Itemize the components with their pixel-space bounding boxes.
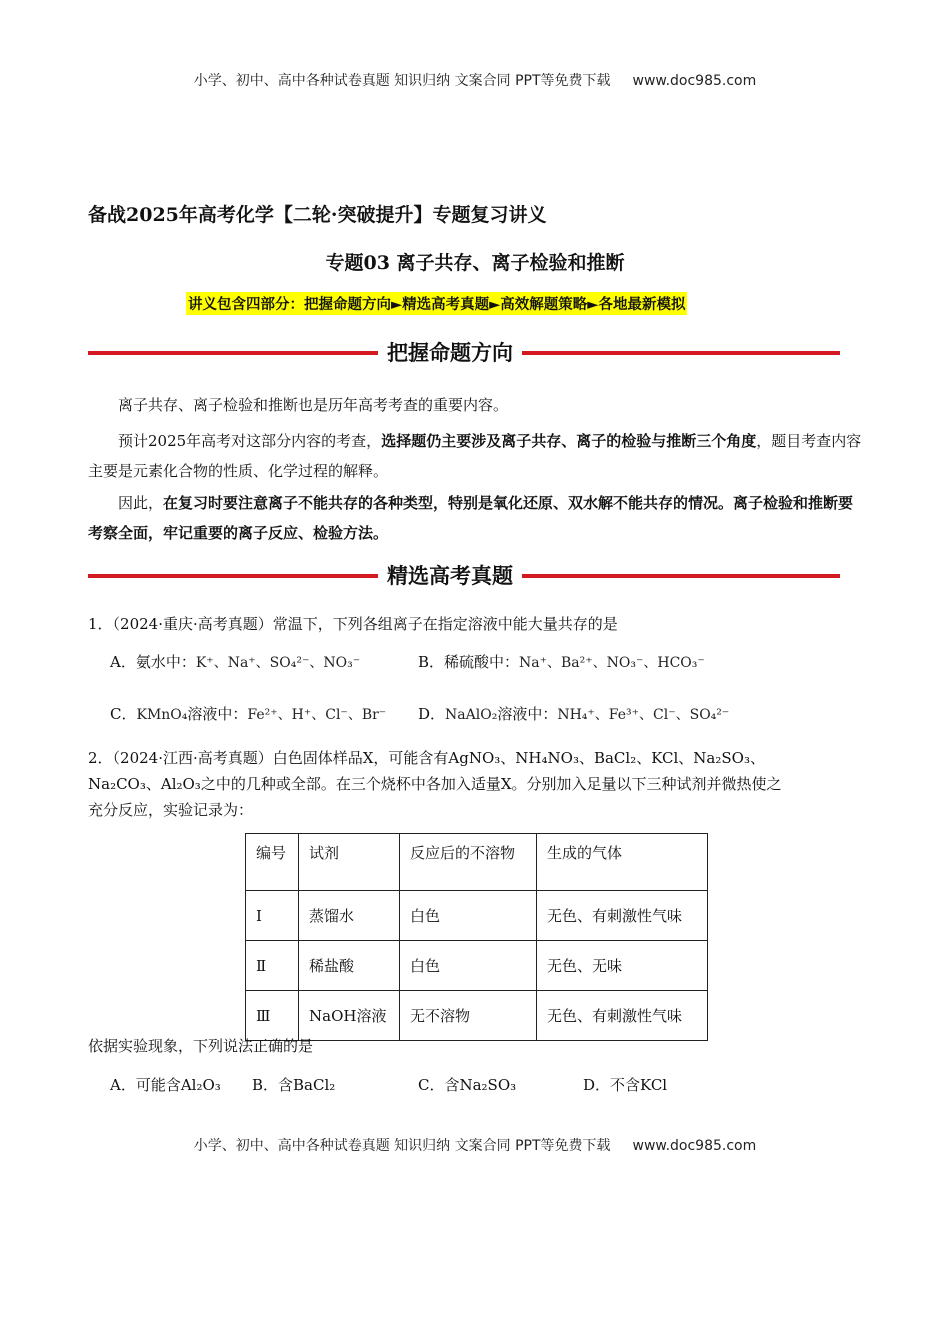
question-1-stem: 1．（2024·重庆·高考真题）常温下，下列各组离子在指定溶液中能大量共存的是 xyxy=(88,615,618,633)
p2-bold: 选择题仍主要涉及离子共存、离子的检验与推断三个角度 xyxy=(381,432,757,450)
banner-line-left xyxy=(88,351,378,355)
page-footer xyxy=(0,1135,950,1155)
table-cell: Ⅰ xyxy=(246,891,299,941)
q1-option-a[interactable] xyxy=(110,651,360,672)
header-site-link[interactable]: www.doc985.com xyxy=(632,73,757,89)
document-title: 备战2025年高考化学【二轮·突破提升】专题复习讲义 xyxy=(88,204,547,226)
option-label: B．稀硫酸中： xyxy=(418,653,520,671)
option-ions: Na⁺、Ba²⁺、NO₃⁻、HCO₃⁻ xyxy=(519,655,705,671)
question-2-prompt: 依据实验现象，下列说法正确的是 xyxy=(88,1037,314,1055)
question-2-stem-line3: 充分反应，实验记录为： xyxy=(88,801,254,819)
option-ions: NH₄⁺、Fe³⁺、Cl⁻、SO₄²⁻ xyxy=(557,707,730,723)
p2-text-a: 预计2025年高考对这部分内容的考查， xyxy=(118,432,382,450)
page-header xyxy=(0,70,950,90)
table-cell: NaOH溶液 xyxy=(299,991,400,1041)
p3-text-a: 因此， xyxy=(118,494,164,512)
table-header-cell: 编号 xyxy=(246,834,299,891)
table-header-cell: 试剂 xyxy=(299,834,400,891)
q1-option-d[interactable] xyxy=(418,703,729,724)
table-cell: 无色、无味 xyxy=(537,941,708,991)
banner-line-right xyxy=(522,351,840,355)
paragraph-3 xyxy=(88,488,864,548)
section-title: 精选高考真题 xyxy=(387,564,513,588)
option-label: C． xyxy=(110,705,137,723)
table-cell: 无色、有刺激性气味 xyxy=(537,891,708,941)
question-2-stem-line1: 2．（2024·江西·高考真题）白色固体样品X，可能含有AgNO₃、NH₄NO₃、BaCl₂、KCl、Na₂SO₃、 xyxy=(88,749,765,767)
table-row xyxy=(246,941,708,991)
option-label: D． xyxy=(418,705,446,723)
p2-text-c: ，题目考查内容主要是元素化合物的性质、化学过程的解释。 xyxy=(88,432,862,480)
option-ions: K⁺、Na⁺、SO₄²⁻、NO₃⁻ xyxy=(195,655,361,671)
q2-option-b[interactable]: B．含BaCl₂ xyxy=(252,1076,336,1094)
table-cell: 白色 xyxy=(400,941,537,991)
table-cell: 白色 xyxy=(400,891,537,941)
q1-option-c[interactable] xyxy=(110,703,386,724)
table-cell: 蒸馏水 xyxy=(299,891,400,941)
footer-site-link[interactable]: www.doc985.com xyxy=(632,1138,757,1154)
q1-option-b[interactable] xyxy=(418,651,705,672)
option-reagent: NaAlO₂ xyxy=(445,707,498,723)
option-reagent: KMnO₄ xyxy=(136,707,188,723)
q2-option-c[interactable]: C．含Na₂SO₃ xyxy=(418,1076,517,1094)
table-header-cell: 反应后的不溶物 xyxy=(400,834,537,891)
intro-highlight: 讲义包含四部分：把握命题方向►精选高考真题►高效解题策略►各地最新模拟 xyxy=(186,292,687,315)
table-cell: 无不溶物 xyxy=(400,991,537,1041)
option-mid: 溶液中： xyxy=(497,705,558,723)
q2-option-d[interactable]: D．不含KCl xyxy=(583,1076,668,1094)
footer-text: 小学、初中、高中各种试卷真题 知识归纳 文案合同 PPT等免费下载 xyxy=(193,1138,611,1154)
banner-line-left xyxy=(88,574,378,578)
section-banner-direction xyxy=(88,337,840,369)
question-2-stem-line2: Na₂CO₃、Al₂O₃之中的几种或全部。在三个烧杯中各加入适量X。分别加入足量以下三种试剂并微热使之 xyxy=(88,775,782,793)
document-subtitle: 专题03 离子共存、离子检验和推断 xyxy=(325,252,625,274)
banner-line-right xyxy=(522,574,840,578)
table-header-row xyxy=(246,834,708,891)
section-title: 把握命题方向 xyxy=(387,341,513,365)
table-row xyxy=(246,891,708,941)
table-cell: 稀盐酸 xyxy=(299,941,400,991)
p3-bold: 在复习时要注意离子不能共存的各种类型，特别是氧化还原、双水解不能共存的情况。离子检验和推断要考察全面，牢记重要的离子反应、检验方法。 xyxy=(88,494,854,542)
paragraph-1: 离子共存、离子检验和推断也是历年高考考查的重要内容。 xyxy=(118,396,509,414)
option-mid: 溶液中： xyxy=(187,705,248,723)
table-header-cell: 生成的气体 xyxy=(537,834,708,891)
header-text: 小学、初中、高中各种试卷真题 知识归纳 文案合同 PPT等免费下载 xyxy=(193,73,611,89)
table-cell: Ⅱ xyxy=(246,941,299,991)
experiment-table xyxy=(245,833,708,1041)
section-banner-exams xyxy=(88,560,840,592)
paragraph-2 xyxy=(88,426,864,486)
table-cell: Ⅲ xyxy=(246,991,299,1041)
q2-option-a[interactable]: A．可能含Al₂O₃ xyxy=(110,1076,221,1094)
option-label: A．氨水中： xyxy=(110,653,196,671)
option-ions: Fe²⁺、H⁺、Cl⁻、Br⁻ xyxy=(247,707,387,723)
table-cell: 无色、有刺激性气味 xyxy=(537,991,708,1041)
